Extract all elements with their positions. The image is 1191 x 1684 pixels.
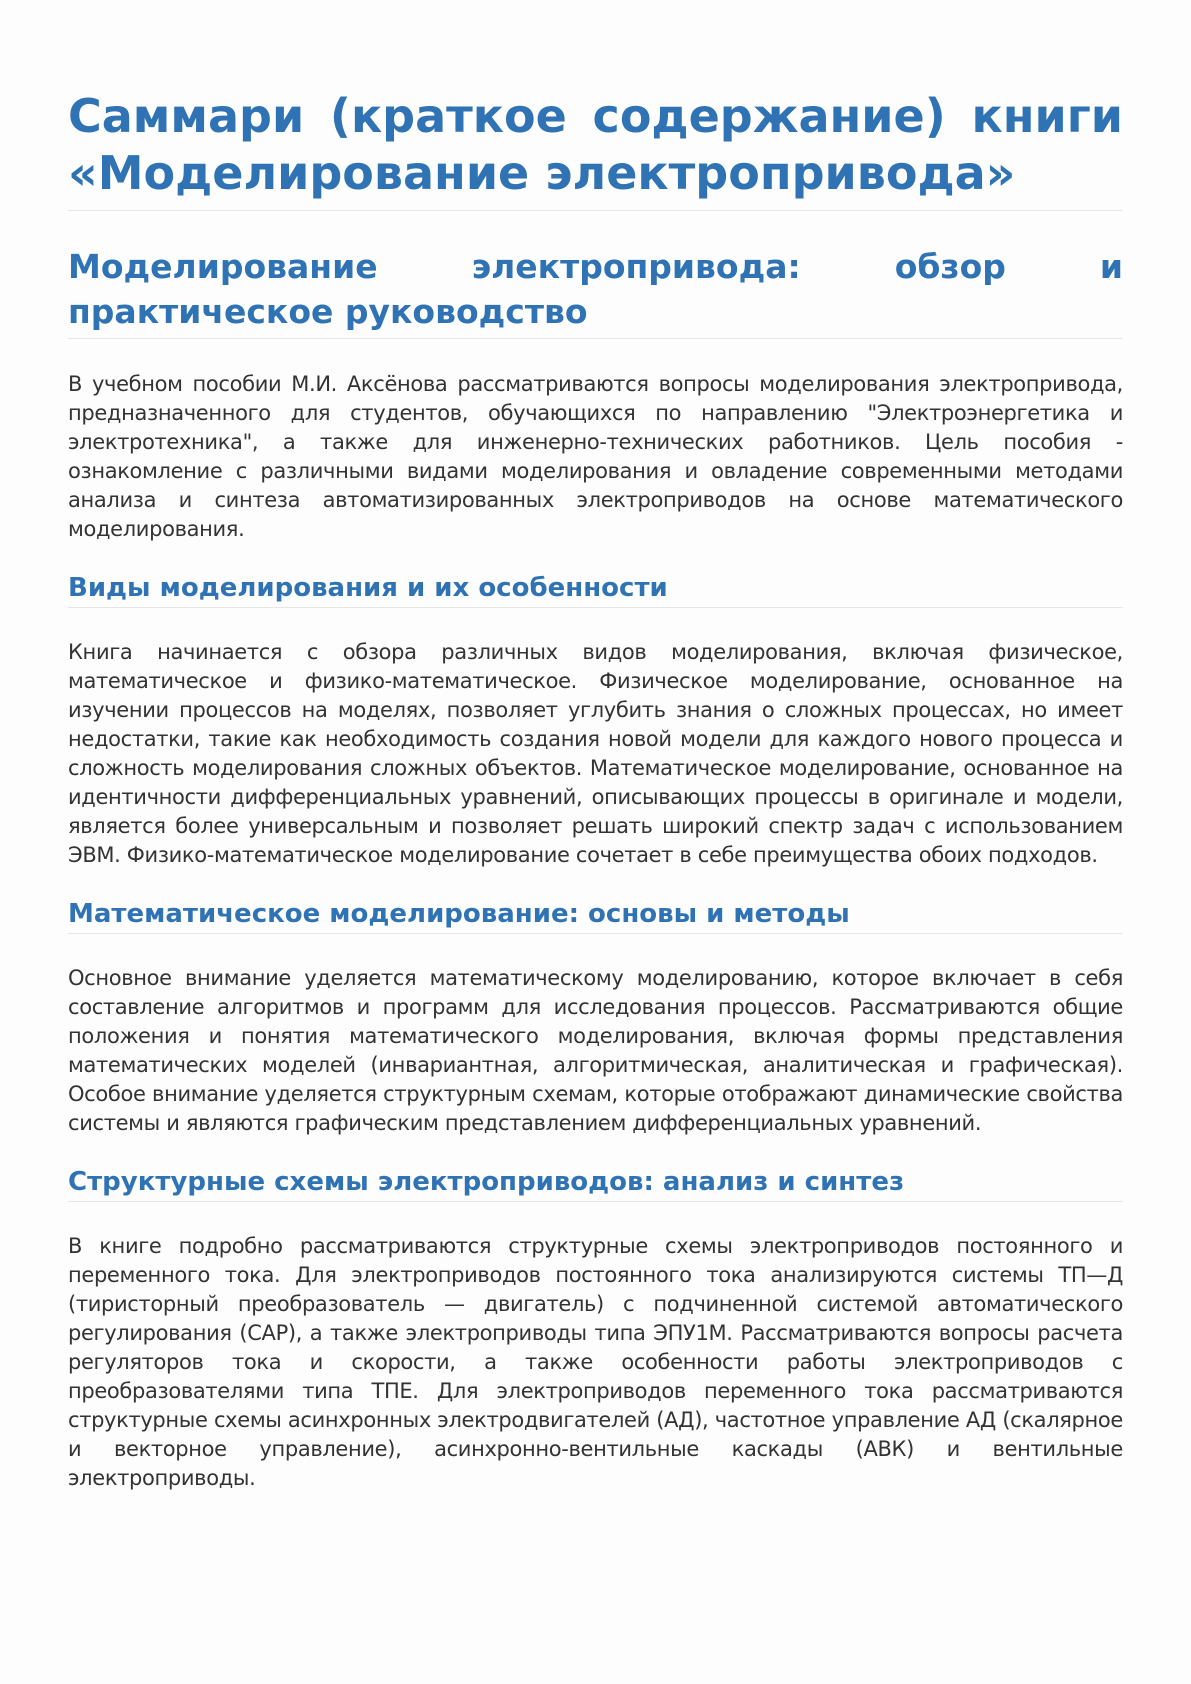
- section-heading-structural-schemes: Структурные схемы электроприводов: анализ и синтез: [68, 1166, 1123, 1202]
- document-subtitle: Моделирование электропривода: обзор и практическое руководство: [68, 244, 1123, 339]
- section-heading-math-modeling: Математическое моделирование: основы и методы: [68, 898, 1123, 934]
- intro-paragraph: В учебном пособии М.И. Аксёнова рассматриваются вопросы моделирования электропривода, предназначенного для студентов, обучающихся по направлению "Электроэнергетика и электротехника", а также для инженерно-технических работников. Цель пособия - ознакомление с различными видами моделирования и овладение современными методами анализа и синтеза автоматизированных электроприводов на основе математического моделирования.: [68, 372, 1123, 541]
- section-text-modeling-types: Книга начинается с обзора различных видов моделирования, включая физическое, математическое и физико-математическое. Физическое моделирование, основанное на изучении процессов на моделях, позволяет углубить знания о сложных процессах, но имеет недостатки, такие как необходимость создания новой модели для каждого нового процесса и сложность моделирования сложных объектов. Математическое моделирование, основанное на идентичности дифференциальных уравнений, описывающих процессы в оригинале и модели, является более универсальным и позволяет решать широкий спектр задач с использованием ЭВМ. Физико-математическое моделирование сочетает в себе преимущества обоих подходов.: [68, 640, 1123, 867]
- document-title: Саммари (краткое содержание) книги «Моделирование электропривода»: [68, 88, 1123, 211]
- section-text-structural-schemes: В книге подробно рассматриваются структурные схемы электроприводов постоянного и переменного тока. Для электроприводов постоянного тока анализируются системы ТП—Д (тиристорный преобразователь — двигатель) с подчиненной системой автоматического регулирования (САР), а также электроприводы типа ЭПУ1М. Рассматриваются вопросы расчета регуляторов тока и скорости, а также особенности работы электроприводов с преобразователями типа ТПЕ. Для электроприводов переменного тока рассматриваются структурные схемы асинхронных электродвигателей (АД), частотное управление АД (скалярное и векторное управление), асинхронно-вентильные каскады (АВК) и вентильные электроприводы.: [68, 1234, 1123, 1490]
- section-heading-modeling-types: Виды моделирования и их особенности: [68, 572, 1123, 608]
- document-page: [68, 88, 1123, 1493]
- section-text-math-modeling: Основное внимание уделяется математическому моделированию, которое включает в себя составление алгоритмов и программ для исследования процессов. Рассматриваются общие положения и понятия математического моделирования, включая формы представления математических моделей (инвариантная, алгоритмическая, аналитическая и графическая). Особое внимание уделяется структурным схемам, которые отображают динамические свойства системы и являются графическим представлением дифференциальных уравнений.: [68, 966, 1123, 1135]
